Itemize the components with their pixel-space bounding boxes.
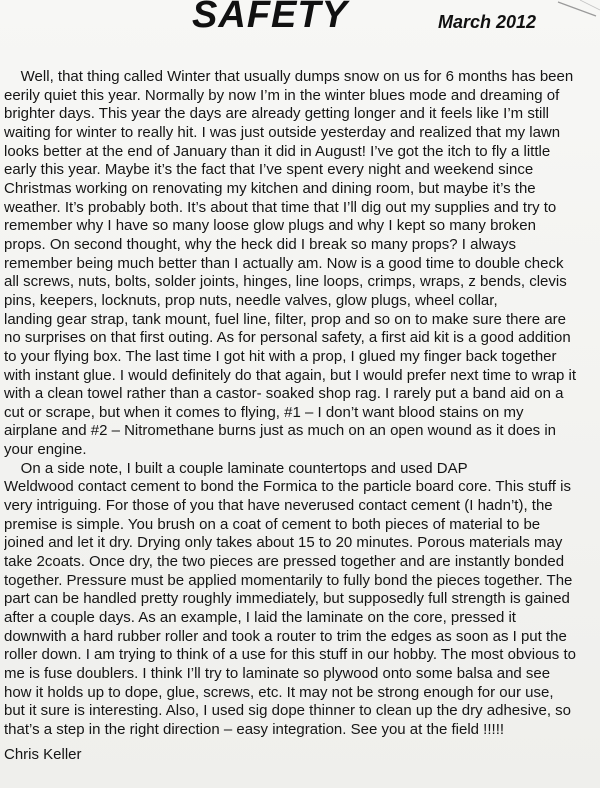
issue-date: March 2012	[438, 12, 537, 32]
text-line: On a side note, I built a couple laminate countertops and used DAP	[4, 459, 468, 477]
text-line: cut or scrape, but when it comes to flying, #1 – I don’t want blood stains on my	[4, 403, 524, 421]
text-line: how it holds up to dope, glue, screws, etc. It may not be strong enough for our use,	[4, 683, 554, 701]
page-fold-mark	[550, 0, 600, 30]
text-line: all screws, nuts, bolts, solder joints, hinges, line loops, crimps, wraps, z bends, clevis	[4, 273, 567, 291]
text-line: airplane and #2 – Nitromethane burns just as much on an open wound as it does in	[4, 422, 557, 440]
text-line: premise is simple. You brush on a coat of cement to both pieces of material to be	[4, 515, 541, 533]
text-line: looks better at the end of January than it did in August! I’ve got the itch to fly a little	[4, 142, 551, 160]
paragraph-1	[4, 68, 597, 460]
author-signature: Chris Keller	[4, 746, 82, 763]
text-line: take 2coats. Once dry, the two pieces are pressed together and are instantly bonded	[4, 553, 565, 571]
text-line: your engine.	[4, 441, 87, 459]
text-line: props. On second thought, why the heck did I break so many props? I always	[4, 235, 516, 253]
text-line: that’s a step in the right direction – easy integration. See you at the field !!!!!	[4, 720, 505, 738]
text-line: part can be handled pretty roughly immediately, but supposedly full strength is gained	[4, 590, 570, 608]
text-line: remember why I have so many loose glow plugs and why I kept so many broken	[4, 217, 536, 235]
text-line: eerily quiet this year. Normally by now I’m in the winter blues mode and dreaming of	[4, 86, 560, 104]
text-line: remember being much better than I actually am. Now is a good time to double check	[4, 254, 564, 272]
text-line: Weldwood contact cement to bond the Formica to the particle board core. This stuff is	[4, 478, 571, 496]
text-line: landing gear strap, tank mount, fuel line, filter, prop and so on to make sure there are	[4, 310, 566, 328]
text-line: me is fuse doublers. I think I’ll try to laminate so plywood onto some balsa and see	[4, 665, 551, 682]
page-title: SAFETY	[192, 0, 348, 36]
text-line: brighter days. This year the days are already getting longer and it feels like I’m still	[4, 105, 549, 123]
text-line: waiting for winter to really hit. I was just outside yesterday and realized that my lawn	[4, 123, 561, 141]
text-line: roller down. I am trying to think of a use for this stuff in our hobby. The most obvious to	[4, 646, 576, 664]
text-line: after a couple days. As an example, I laid the laminate on the core, pressed it	[4, 609, 516, 627]
text-line: no surprises on that first outing. As for personal safety, a first aid kit is a good addition	[4, 329, 571, 347]
text-line: Christmas working on renovating my kitchen and dining room, but maybe it’s the	[4, 179, 536, 197]
text-line: very intriguing. For those of you that have neverused contact cement (I hadn’t), the	[4, 497, 553, 515]
text-line: but it sure is interesting. Also, I used sig dope thinner to clean up the dry adhesive, so	[4, 702, 572, 720]
text-line: together. Pressure must be applied momentarily to fully bond the pieces together. The	[4, 571, 573, 589]
text-line: downwith a hard rubber roller and took a router to trim the edges as soon as I put the	[4, 627, 567, 645]
text-line: joined and let it dry. Drying only takes about 15 to 20 minutes. Porous materials may	[4, 534, 563, 552]
text-line: pins, keepers, locknuts, prop nuts, needle valves, glow plugs, wheel collar,	[4, 291, 498, 309]
text-line: weather. It’s probably both. It’s about that time that I’ll dig out my supplies and try to	[4, 198, 557, 216]
article-body	[4, 68, 597, 740]
text-line: Well, that thing called Winter that usually dumps snow on us for 6 months has been	[4, 68, 574, 85]
text-line: early this year. Maybe it’s the fact that I’ve spent every night and weekend since	[4, 161, 534, 179]
text-line: with a clean towel rather than a castor- soaked shop rag. I rarely put a band aid on a	[4, 385, 564, 403]
text-line: to your flying box. The last time I got hit with a prop, I glued my finger back together	[4, 347, 557, 365]
paragraph-2	[4, 460, 597, 740]
text-line: with instant glue. I would definitely do that again, but I would prefer next time to wrap it	[4, 366, 576, 384]
